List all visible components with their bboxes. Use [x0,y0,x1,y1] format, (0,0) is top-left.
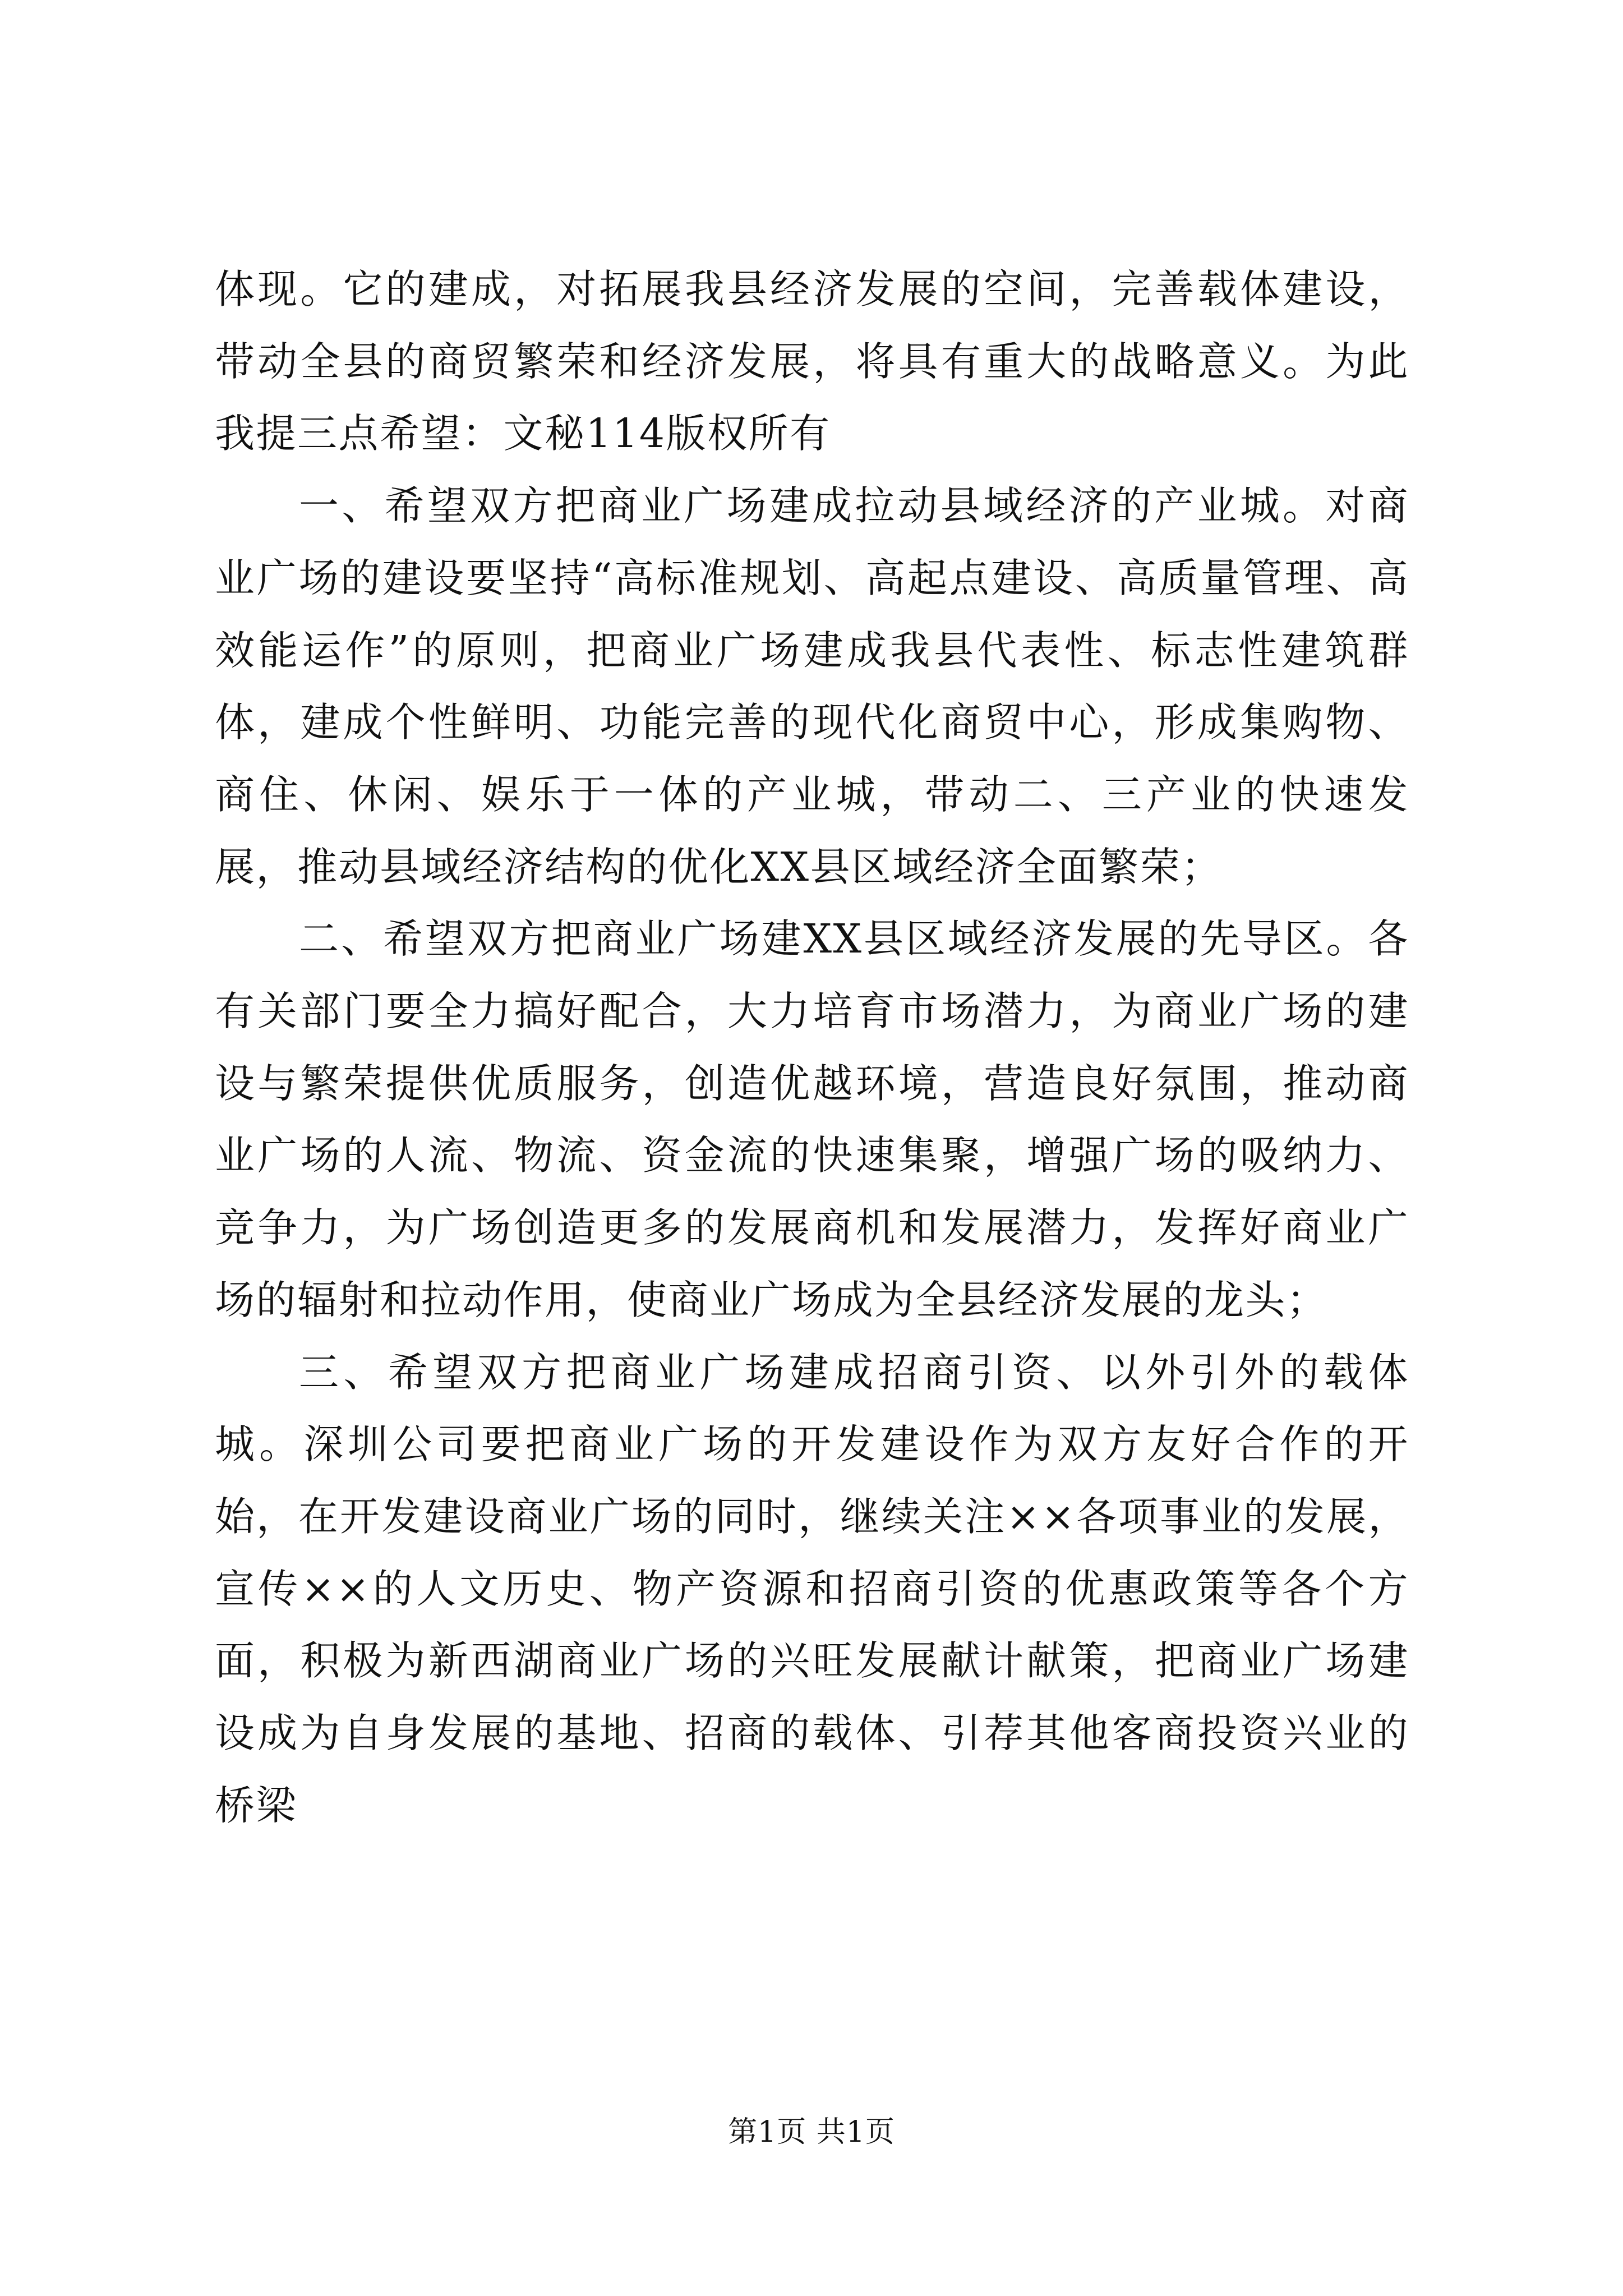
document-body [215,254,1409,1842]
page-footer: 第1页 共1页 [728,2115,895,2149]
paragraph-point-three: 三、希望双方把商业广场建成招商引资、以外引外的载体城。深圳公司要把商业广场的开发建设作为双方友好合作的开始，在开发建设商业广场的同时，继续关注××各项事业的发展，宣传××的人文历史、物产资源和招商引资的优惠政策等各个方面，积极为新西湖商业广场的兴旺发展献计献策，把商业广场建设成为自身发展的基地、招商的载体、引荐其他客商投资兴业的桥梁 [215,1349,1409,1829]
paragraph-point-one: 一、希望双方把商业广场建成拉动县域经济的产业城。对商业广场的建设要坚持“高标准规划、高起点建设、高质量管理、高效能运作”的原则，把商业广场建成我县代表性、标志性建筑群体，建成个性鲜明、功能完善的现代化商贸中心，形成集购物、商住、休闲、娱乐于一体的产业城，带动二、三产业的快速发展，推动县域经济结构的优化XX县区域经济全面繁荣； [215,482,1409,890]
paragraph-continuation: 体现。它的建成，对拓展我县经济发展的空间，完善载体建设，带动全县的商贸繁荣和经济发展，将具有重大的战略意义。为此我提三点希望：文秘114版权所有 [215,266,1409,457]
paragraph-point-two: 二、希望双方把商业广场建XX县区域经济发展的先导区。各有关部门要全力搞好配合，大力培育市场潜力，为商业广场的建设与繁荣提供优质服务，创造优越环境，营造良好氛围，推动商业广场的人流、物流、资金流的快速集聚，增强广场的吸纳力、竞争力，为广场创造更多的发展商机和发展潜力，发挥好商业广场的辐射和拉动作用，使商业广场成为全县经济发展的龙头； [215,915,1409,1323]
